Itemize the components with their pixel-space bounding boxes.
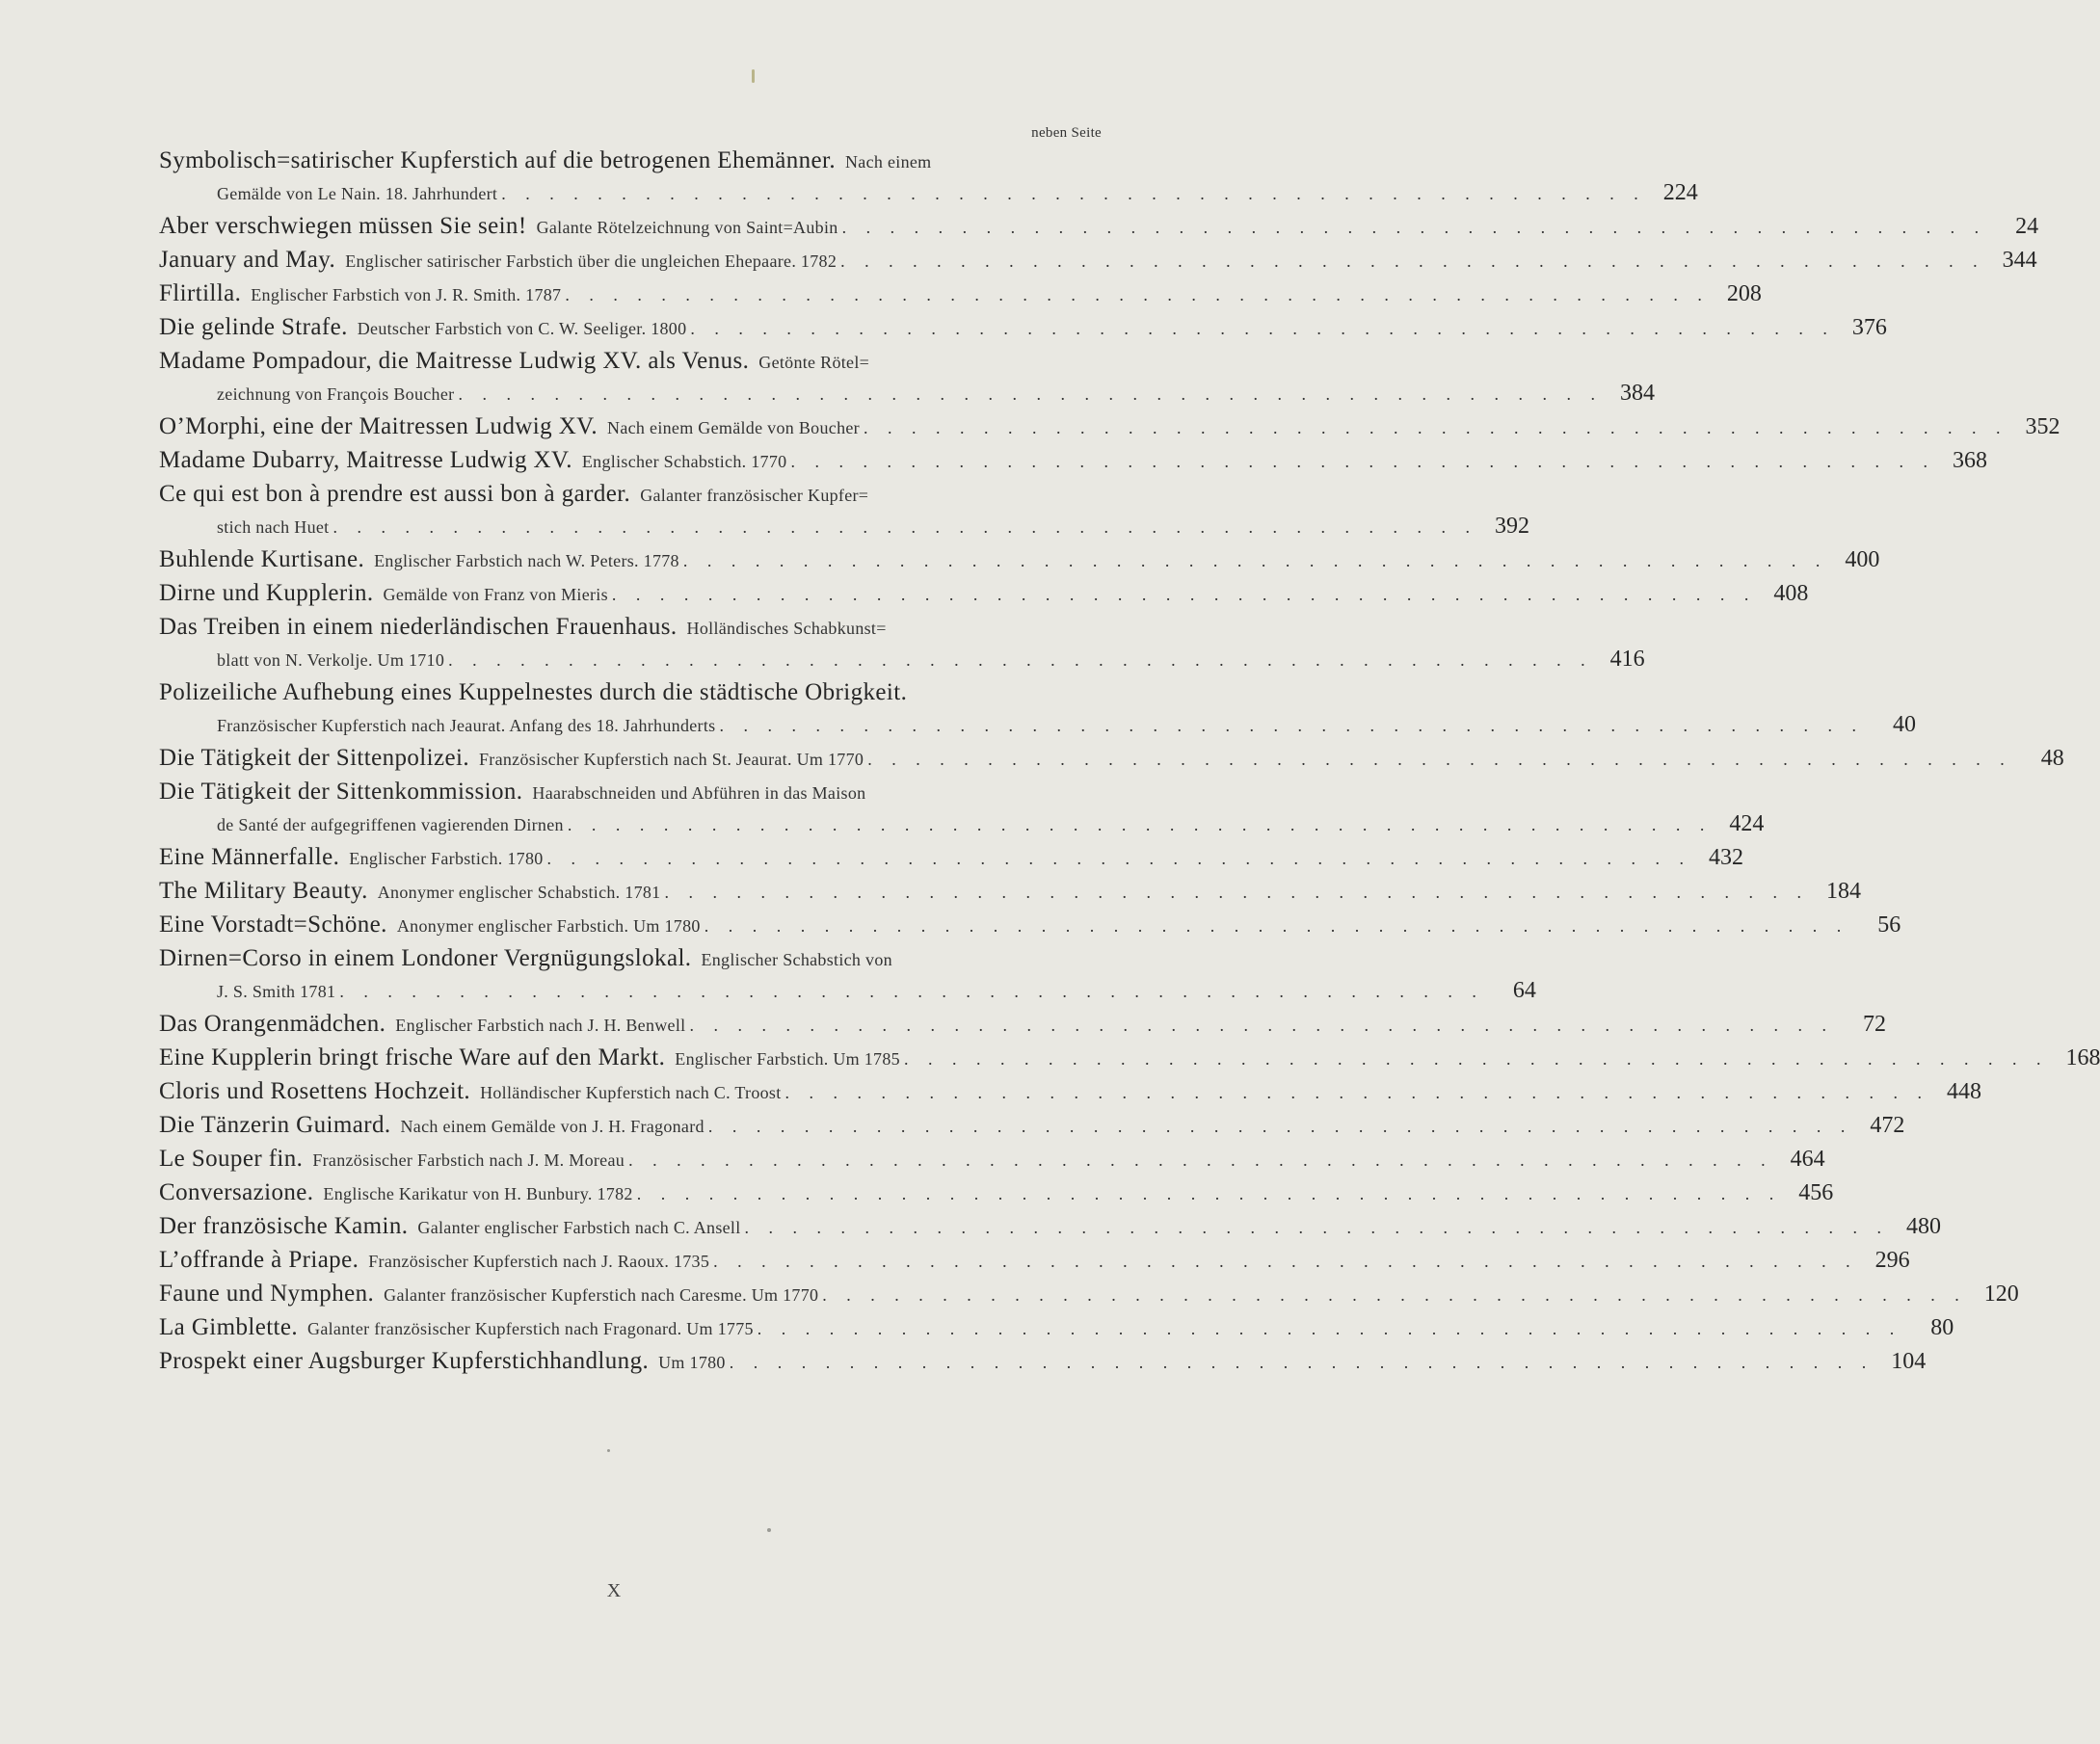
list-entry <box>159 1278 2019 1310</box>
dot-leader: . . . . . . . . . . . . . . . . . . . . . . . . . . . . . . . . . . . . . . . . . . . . . . . . <box>790 452 1935 471</box>
dot-leader: . . . . . . . . . . . . . . . . . . . . . . . . . . . . . . . . . . . . . . . . . . . . . . . . <box>689 1016 1834 1035</box>
dot-leader: . . . . . . . . . . . . . . . . . . . . . . . . . . . . . . . . . . . . . . . . . . . . . . . . <box>841 218 1987 237</box>
entry-description: Galanter französischer Kupfer= <box>640 486 869 505</box>
page-reference: 432 <box>1709 845 1744 870</box>
page-reference: 472 <box>1870 1113 1905 1138</box>
page-reference: 168 <box>2065 1045 2100 1070</box>
entry-continuation-line <box>159 644 1645 675</box>
list-entry <box>159 345 1655 410</box>
entry-title: Symbolisch=satirischer Kupferstich auf die betrogenen Ehemänner. <box>159 147 836 173</box>
list-entry <box>159 311 1887 344</box>
entry-description-continued: J. S. Smith 1781 <box>217 982 336 1001</box>
list-entry <box>159 543 1880 576</box>
page-reference: 448 <box>1947 1079 1982 1104</box>
entry-line <box>159 145 1099 177</box>
entry-description: Französischer Farbstich nach J. M. Moreau <box>312 1150 625 1170</box>
list-entry <box>159 1176 1834 1209</box>
dot-leader: . . . . . . . . . . . . . . . . . . . . . . . . . . . . . . . . . . . . . . . . . . . . . . . . <box>719 716 1864 735</box>
entry-continuation-line <box>159 808 1765 840</box>
list-entry <box>159 942 1536 1007</box>
entry-title: Aber verschwiegen müssen Sie sein! <box>159 213 527 239</box>
entry-title: Der französische Kamin. <box>159 1213 409 1239</box>
paper-speck <box>767 1528 771 1532</box>
list-entry <box>159 742 2064 775</box>
list-entry <box>159 875 1861 908</box>
dot-leader: . . . . . . . . . . . . . . . . . . . . . . . . . . . . . . . . . . . . . . . . . . . . . . . . <box>628 1150 1773 1170</box>
list-entry <box>159 909 1901 941</box>
list-entry <box>159 776 1765 840</box>
entry-description-continued: Gemälde von Le Nain. 18. Jahrhundert <box>217 184 498 203</box>
paper-speck <box>752 69 755 83</box>
page-reference: 368 <box>1952 448 1987 473</box>
entry-description: Getönte Rötel= <box>758 353 870 372</box>
entry-description: Anonymer englischer Farbstich. Um 1780 <box>396 916 701 936</box>
entry-line <box>159 742 2064 775</box>
entry-description: Englischer Farbstich. 1780 <box>349 849 544 868</box>
entry-line <box>159 1210 1942 1243</box>
page-reference: 72 <box>1862 1012 1886 1037</box>
entry-title: Die gelinde Strafe. <box>159 314 348 340</box>
entry-line <box>159 345 1099 378</box>
list-entry <box>159 841 1744 874</box>
list-entry <box>159 1109 1905 1142</box>
entry-description: Französischer Kupferstich nach J. Raoux. 1735 <box>368 1252 710 1271</box>
entry-description: Englischer Farbstich. Um 1785 <box>675 1049 900 1069</box>
list-entry <box>159 611 1645 675</box>
entry-line <box>159 444 1987 477</box>
list-entry <box>159 1210 1942 1243</box>
entry-title: O’Morphi, eine der Maitressen Ludwig XV. <box>159 413 598 439</box>
page-reference: 416 <box>1609 647 1645 672</box>
page-reference: 464 <box>1790 1147 1825 1172</box>
entry-title: Eine Vorstadt=Schöne. <box>159 912 387 938</box>
list-entry <box>159 1345 1927 1378</box>
dot-leader: . . . . . . . . . . . . . . . . . . . . . . . . . . . . . . . . . . . . . . . . . . . . . . . . <box>757 1319 1902 1338</box>
page-reference: 384 <box>1619 381 1655 406</box>
list-entry <box>159 676 1916 741</box>
entry-description-continued: Französischer Kupferstich nach Jeaurat. Anfang des 18. Jahrhunderts <box>217 716 716 735</box>
entry-title: Das Orangenmädchen. <box>159 1011 386 1037</box>
dot-leader: . . . . . . . . . . . . . . . . . . . . . . . . . . . . . . . . . . . . . . . . . . . . . . . . <box>704 916 1849 936</box>
entry-title: Eine Männerfalle. <box>159 844 340 870</box>
dot-leader: . . . . . . . . . . . . . . . . . . . . . . . . . . . . . . . . . . . . . . . . . . . . . . . . <box>822 1285 1967 1305</box>
dot-leader: . . . . . . . . . . . . . . . . . . . . . . . . . . . . . . . . . . . . . . . . . . . . . . . . <box>903 1049 2049 1069</box>
dot-leader: . . . . . . . . . . . . . . . . . . . . . . . . . . . . . . . . . . . . . . . . . . . . . . . . <box>867 750 2012 769</box>
entry-description: Galante Rötelzeichnung von Saint=Aubin <box>536 218 838 237</box>
list-entry <box>159 1075 1982 1108</box>
dot-leader: . . . . . . . . . . . . . . . . . . . . . . . . . . . . . . . . . . . . . . . . . . . . . . . . <box>448 650 1593 670</box>
entry-line <box>159 1042 2100 1074</box>
page-reference: 424 <box>1729 811 1765 836</box>
page-reference: 224 <box>1662 180 1698 205</box>
entry-line <box>159 410 2060 443</box>
entry-description: Holländischer Kupferstich nach C. Troost <box>480 1083 782 1102</box>
entry-description-continued: de Santé der aufgegriffenen vagierenden Dirnen <box>217 815 564 834</box>
entry-description: Gemälde von Franz von Mieris <box>383 585 608 604</box>
list-entry <box>159 1311 1954 1344</box>
page-reference: 56 <box>1877 912 1901 938</box>
entry-line <box>159 1143 1825 1176</box>
entry-description: Nach einem Gemälde von Boucher <box>607 418 860 437</box>
list-entry <box>159 478 1529 542</box>
dot-leader: . . . . . . . . . . . . . . . . . . . . . . . . . . . . . . . . . . . . . . . . . . . . . . . . <box>664 883 1809 902</box>
entry-title: Madame Dubarry, Maitresse Ludwig XV. <box>159 447 572 473</box>
page-reference: 80 <box>1930 1315 1954 1340</box>
list-entry <box>159 577 1809 610</box>
page-reference: 344 <box>2002 248 2037 273</box>
entry-title: L’offrande à Priape. <box>159 1247 359 1273</box>
dot-leader: . . . . . . . . . . . . . . . . . . . . . . . . . . . . . . . . . . . . . . . . . . . . . . . . <box>636 1184 1782 1203</box>
entry-continuation-line <box>159 511 1529 542</box>
dot-leader: . . . . . . . . . . . . . . . . . . . . . . . . . . . . . . . . . . . . . . . . . . . . . . . . <box>546 849 1692 868</box>
list-entry <box>159 444 1987 477</box>
page-reference: 480 <box>1906 1214 1942 1239</box>
dot-leader: . . . . . . . . . . . . . . . . . . . . . . . . . . . . . . . . . . . . . . . . . . . . . . . . <box>611 585 1757 604</box>
entry-description-continued: zeichnung von François Boucher <box>217 384 455 404</box>
list-entry <box>159 210 2039 243</box>
entry-title: Flirtilla. <box>159 280 242 306</box>
entry-description: Englischer Farbstich von J. R. Smith. 1787 <box>251 285 562 304</box>
entry-title: Conversazione. <box>159 1179 314 1205</box>
page-reference: 392 <box>1494 514 1529 539</box>
dot-leader: . . . . . . . . . . . . . . . . . . . . . . . . . . . . . . . . . . . . . . . . . . . . . . . . <box>729 1353 1874 1372</box>
entry-line <box>159 1244 1910 1277</box>
dot-leader: . . . . . . . . . . . . . . . . . . . . . . . . . . . . . . . . . . . . . . . . . . . . . . . . <box>707 1117 1853 1136</box>
entry-title: January and May. <box>159 247 336 273</box>
list-entry <box>159 1244 1910 1277</box>
entry-title: Madame Pompadour, die Maitresse Ludwig XV. als Venus. <box>159 348 750 374</box>
entry-continuation-line <box>159 378 1655 410</box>
dot-leader: . . . . . . . . . . . . . . . . . . . . . . . . . . . . . . . . . . . . . . . . . . . . . . . . <box>682 551 1828 570</box>
entry-description: Englischer Schabstich. 1770 <box>581 452 787 471</box>
page-reference: 120 <box>1983 1282 2019 1307</box>
entry-line <box>159 1278 2019 1310</box>
dot-leader: . . . . . . . . . . . . . . . . . . . . . . . . . . . . . . . . . . . . . . . . . . . . . . . . <box>332 517 1477 537</box>
entry-description: Französischer Kupferstich nach St. Jeaurat. Um 1770 <box>478 750 864 769</box>
dot-leader: . . . . . . . . . . . . . . . . . . . . . . . . . . . . . . . . . . . . . . . . . . . . . . . . <box>713 1252 1858 1271</box>
dot-leader: . . . . . . . . . . . . . . . . . . . . . . . . . . . . . . . . . . . . . . . . . . . . . . . . <box>784 1083 1930 1102</box>
entry-title: La Gimblette. <box>159 1314 299 1340</box>
entry-line <box>159 676 1099 709</box>
entry-line <box>159 1311 1954 1344</box>
entry-title: Faune und Nymphen. <box>159 1281 375 1307</box>
list-entry <box>159 410 2060 443</box>
entry-line <box>159 611 1099 644</box>
entry-title: Das Treiben in einem niederländischen Frauenhaus. <box>159 614 678 640</box>
list-entry <box>159 1042 2100 1074</box>
page-reference: 456 <box>1798 1180 1834 1205</box>
entry-description: Galanter englischer Farbstich nach C. Ansell <box>417 1218 741 1237</box>
entry-line <box>159 210 2039 243</box>
entry-line <box>159 577 1809 610</box>
entry-description: Deutscher Farbstich von C. W. Seeliger. 1800 <box>357 319 687 338</box>
list-entry <box>159 145 1698 209</box>
entry-title: Polizeiliche Aufhebung eines Kuppelnestes durch die städtische Obrigkeit. <box>159 679 908 705</box>
dot-leader: . . . . . . . . . . . . . . . . . . . . . . . . . . . . . . . . . . . . . . . . . . . . . . . . <box>339 982 1484 1001</box>
entry-title: The Military Beauty. <box>159 878 368 904</box>
entry-line <box>159 543 1880 576</box>
entry-title: Die Tänzerin Guimard. <box>159 1112 391 1138</box>
page-reference: 400 <box>1845 547 1880 572</box>
dot-leader: . . . . . . . . . . . . . . . . . . . . . . . . . . . . . . . . . . . . . . . . . . . . . . . . <box>863 418 2008 437</box>
dot-leader: . . . . . . . . . . . . . . . . . . . . . . . . . . . . . . . . . . . . . . . . . . . . . . . . <box>458 384 1603 404</box>
list-of-illustrations <box>159 145 2100 1379</box>
page-reference: 64 <box>1512 978 1536 1003</box>
entry-line <box>159 1075 1982 1108</box>
dot-leader: . . . . . . . . . . . . . . . . . . . . . . . . . . . . . . . . . . . . . . . . . . . . . . . . <box>567 815 1713 834</box>
column-header: neben Seite <box>1031 125 1102 141</box>
entry-description-continued: blatt von N. Verkolje. Um 1710 <box>217 650 445 670</box>
dot-leader: . . . . . . . . . . . . . . . . . . . . . . . . . . . . . . . . . . . . . . . . . . . . . . . . <box>565 285 1710 304</box>
entry-continuation-line <box>159 177 1698 209</box>
entry-title: Ce qui est bon à prendre est aussi bon à garder. <box>159 481 631 507</box>
list-entry <box>159 277 1762 310</box>
entry-line <box>159 1345 1927 1378</box>
entry-line <box>159 1109 1905 1142</box>
page-reference: 408 <box>1773 581 1809 606</box>
entry-line <box>159 1176 1834 1209</box>
entry-description: Galanter französischer Kupferstich nach Caresme. Um 1770 <box>384 1285 819 1305</box>
dot-leader: . . . . . . . . . . . . . . . . . . . . . . . . . . . . . . . . . . . . . . . . . . . . . . . . <box>690 319 1835 338</box>
entry-line <box>159 244 2037 277</box>
entry-description: Englischer Schabstich von <box>701 950 892 969</box>
entry-description: Englischer satirischer Farbstich über die ungleichen Ehepaare. 1782 <box>345 251 837 271</box>
entry-title: Die Tätigkeit der Sittenpolizei. <box>159 745 469 771</box>
dot-leader: . . . . . . . . . . . . . . . . . . . . . . . . . . . . . . . . . . . . . . . . . . . . . . . . <box>840 251 1985 271</box>
entry-description: Um 1780 <box>658 1353 726 1372</box>
entry-line <box>159 311 1887 344</box>
page-reference: 40 <box>1892 712 1916 737</box>
list-entry <box>159 1008 1886 1041</box>
paper-speck <box>607 1449 610 1452</box>
entry-description-continued: stich nach Huet <box>217 517 330 537</box>
entry-description: Englischer Farbstich nach W. Peters. 1778 <box>374 551 679 570</box>
entry-description: Englischer Farbstich nach J. H. Benwell <box>395 1016 686 1035</box>
entry-continuation-line <box>159 975 1536 1007</box>
entry-description: Haarabschneiden und Abführen in das Maison <box>532 783 866 803</box>
entry-line <box>159 277 1762 310</box>
entry-line <box>159 1008 1886 1041</box>
entry-title: Prospekt einer Augsburger Kupferstichhandlung. <box>159 1348 650 1374</box>
list-entry <box>159 1143 1825 1176</box>
dot-leader: . . . . . . . . . . . . . . . . . . . . . . . . . . . . . . . . . . . . . . . . . . . . . . . . <box>744 1218 1890 1237</box>
dot-leader: . . . . . . . . . . . . . . . . . . . . . . . . . . . . . . . . . . . . . . . . . . . . . . . . <box>501 184 1646 203</box>
entry-line <box>159 478 1099 511</box>
entry-line <box>159 909 1901 941</box>
entry-title: Die Tätigkeit der Sittenkommission. <box>159 779 523 805</box>
page-reference: 104 <box>1891 1349 1927 1374</box>
page-reference: 24 <box>2015 214 2039 239</box>
page-number: X <box>606 1580 623 1601</box>
entry-description: Nach einem <box>845 152 932 172</box>
entry-line <box>159 841 1744 874</box>
entry-title: Cloris und Rosettens Hochzeit. <box>159 1078 471 1104</box>
page-reference: 184 <box>1826 879 1861 904</box>
entry-line <box>159 776 1099 808</box>
entry-continuation-line <box>159 709 1916 741</box>
entry-title: Dirnen=Corso in einem Londoner Vergnügungslokal. <box>159 945 692 971</box>
page-reference: 48 <box>2040 746 2064 771</box>
page-reference: 352 <box>2025 414 2060 439</box>
entry-title: Le Souper fin. <box>159 1146 304 1172</box>
page-reference: 208 <box>1726 281 1762 306</box>
entry-description: Anonymer englischer Schabstich. 1781 <box>377 883 661 902</box>
entry-line <box>159 942 1099 975</box>
entry-description: Nach einem Gemälde von J. H. Fragonard <box>400 1117 704 1136</box>
entry-title: Dirne und Kupplerin. <box>159 580 374 606</box>
entry-description: Holländisches Schabkunst= <box>686 619 887 638</box>
list-entry <box>159 244 2037 277</box>
entry-description: Galanter französischer Kupferstich nach Fragonard. Um 1775 <box>307 1319 754 1338</box>
entry-line <box>159 875 1861 908</box>
entry-title: Buhlende Kurtisane. <box>159 546 365 572</box>
entry-description: Englische Karikatur von H. Bunbury. 1782 <box>323 1184 633 1203</box>
page-reference: 376 <box>1851 315 1887 340</box>
page-reference: 296 <box>1874 1248 1910 1273</box>
entry-title: Eine Kupplerin bringt frische Ware auf den Markt. <box>159 1044 666 1070</box>
